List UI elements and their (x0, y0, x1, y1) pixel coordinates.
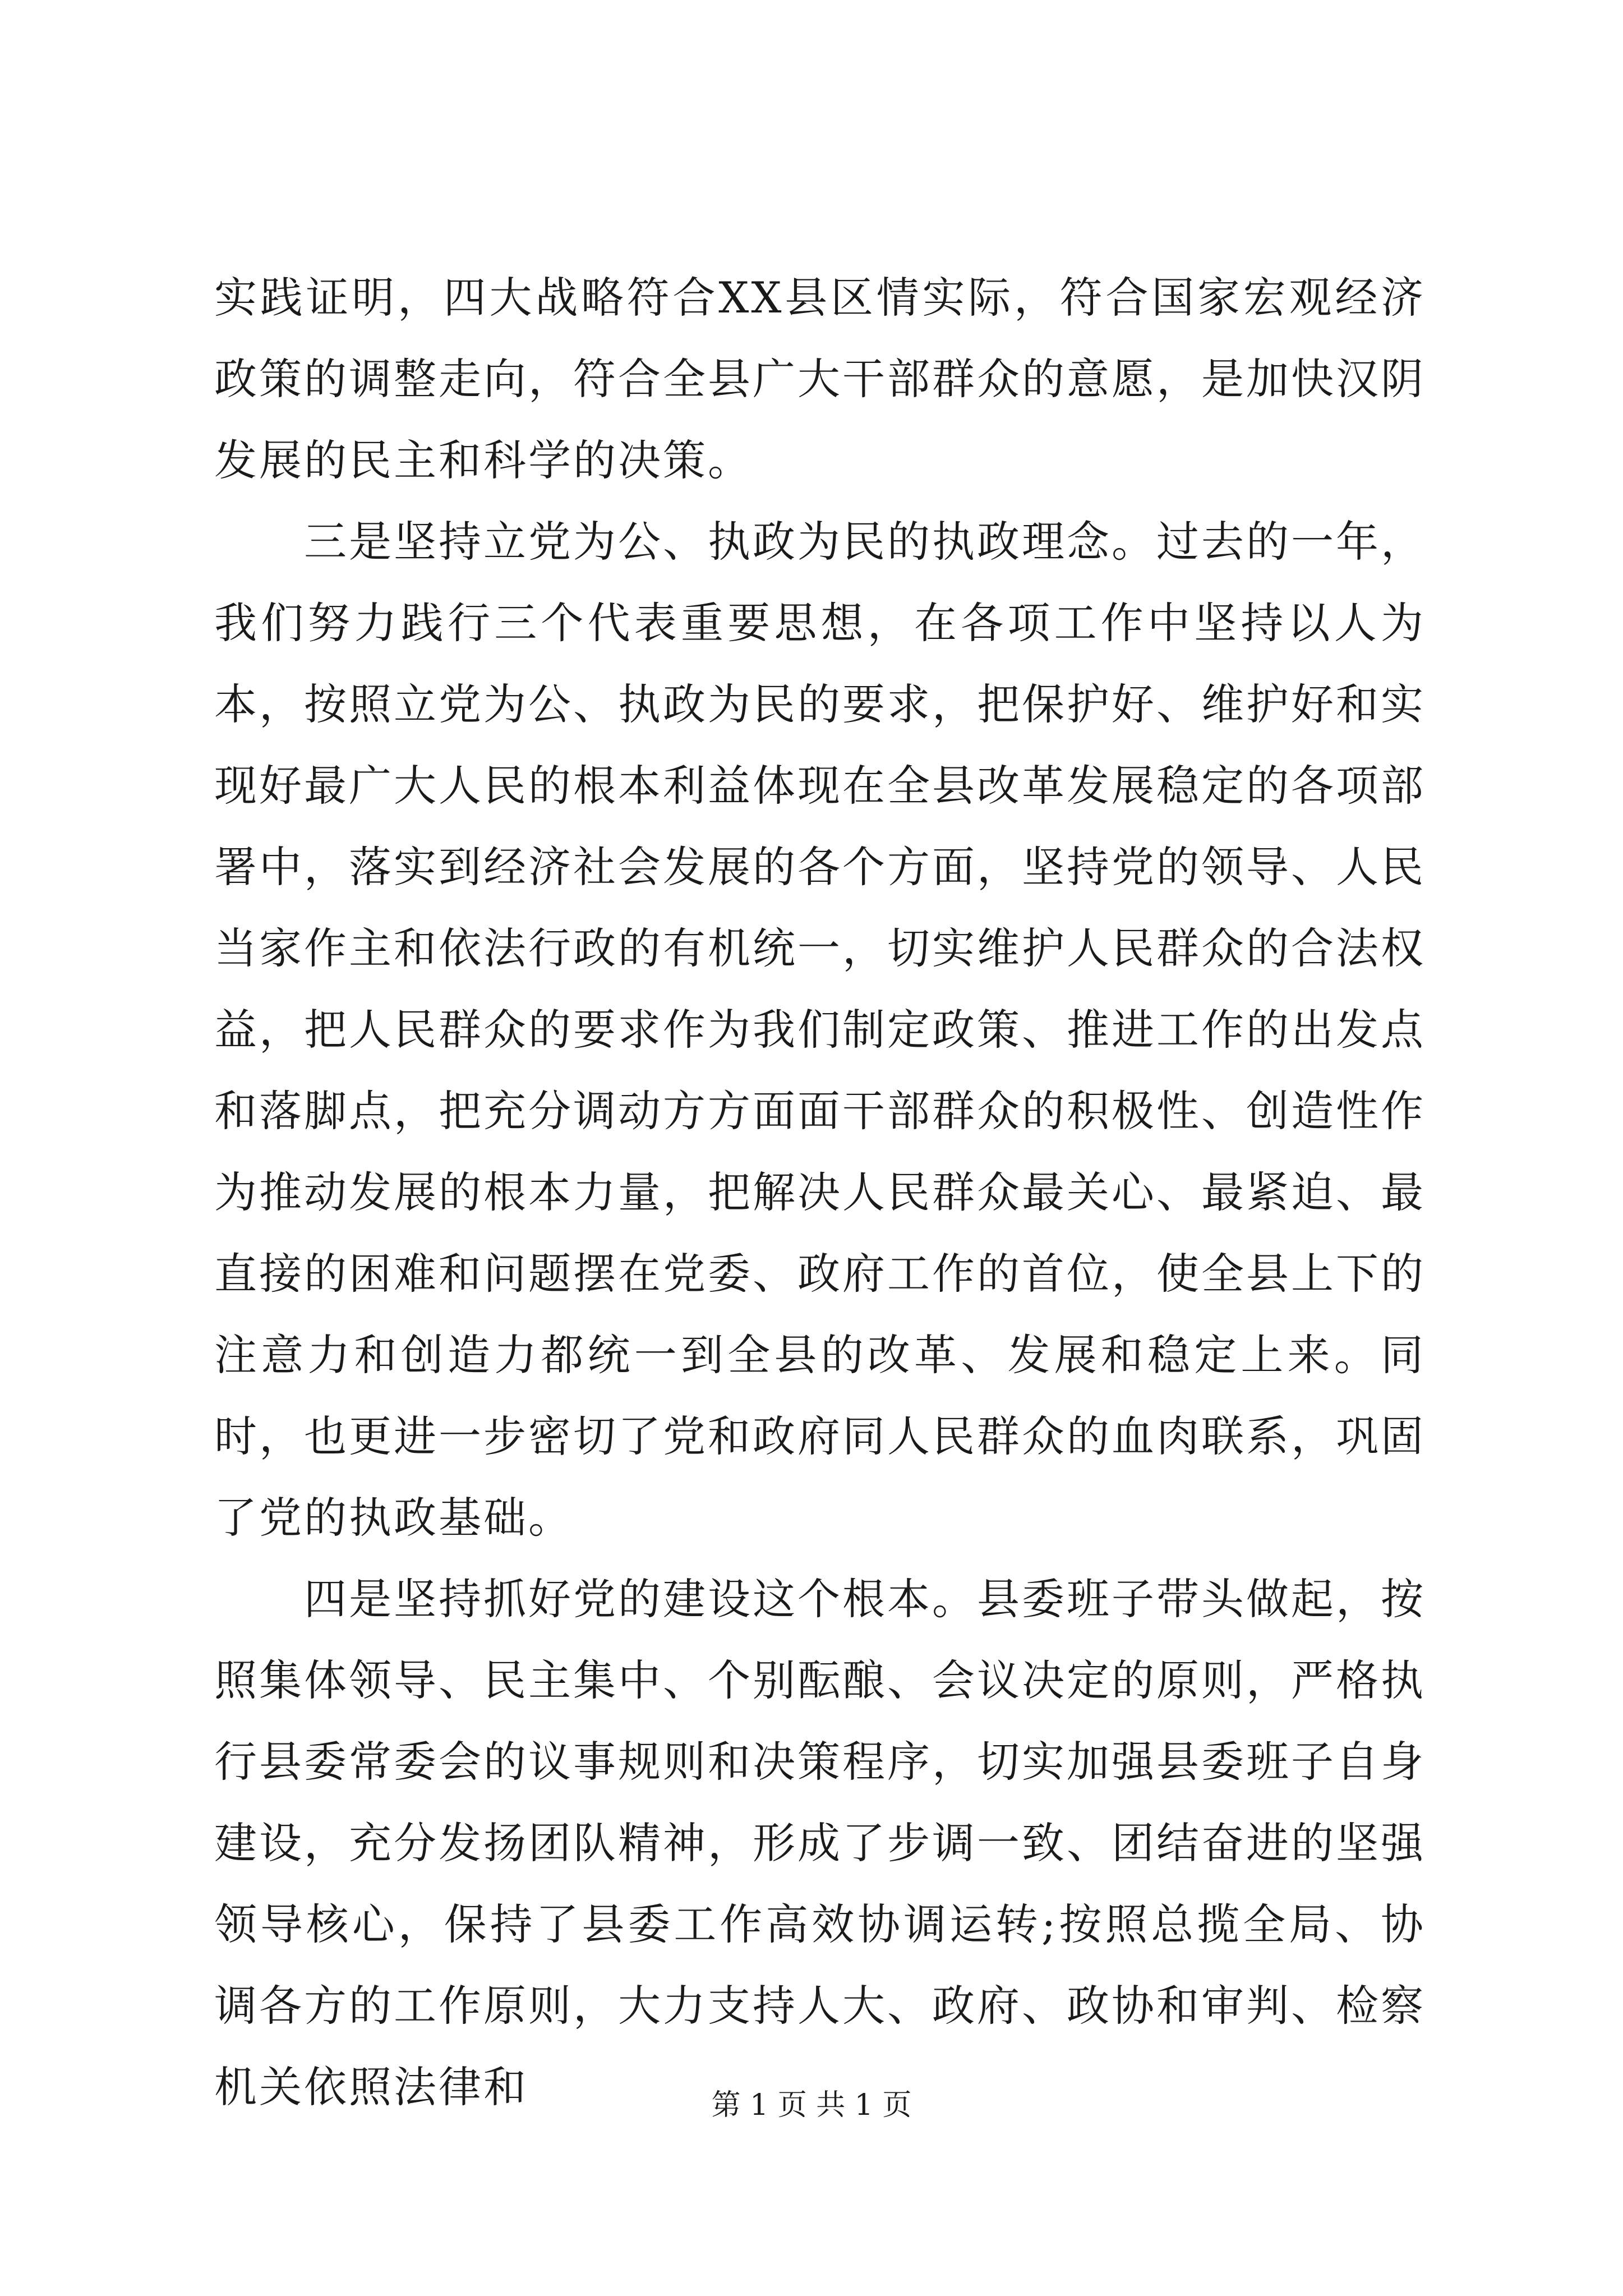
page-footer: 第 1 页 共 1 页 (711, 2088, 912, 2122)
paragraph-3: 四是坚持抓好党的建设这个根本。县委班子带头做起，按照集体领导、民主集中、个别酝酿、会议决定的原则，严格执行县委常委会的议事规则和决策程序，切实加强县委班子自身建设，充分发扬团队精神，形成了步调一致、团结奋进的坚强领导核心，保持了县委工作高效协调运转;按照总揽全局、协调各方的工作原则，大力支持人大、政府、政协和审判、检察机关依照法律和 (214, 1574, 1426, 2112)
paragraph-1: 实践证明，四大战略符合XX县区情实际，符合国家宏观经济政策的调整走向，符合全县广大干部群众的意愿，是加快汉阴发展的民主和科学的决策。 (214, 273, 1426, 485)
paragraph-2: 三是坚持立党为公、执政为民的执政理念。过去的一年，我们努力践行三个代表重要思想，在各项工作中坚持以人为本，按照立党为公、执政为民的要求，把保护好、维护好和实现好最广大人民的根本利益体现在全县改革发展稳定的各项部署中，落实到经济社会发展的各个方面，坚持党的领导、人民当家作主和依法行政的有机统一，切实维护人民群众的合法权益，把人民群众的要求作为我们制定政策、推进工作的出发点和落脚点，把充分调动方方面面干部群众的积极性、创造性作为推动发展的根本力量，把解决人民群众最关心、最紧迫、最直接的困难和问题摆在党委、政府工作的首位，使全县上下的注意力和创造力都统一到全县的改革、发展和稳定上来。同时，也更进一步密切了党和政府同人民群众的血肉联系，巩固了党的执政基础。 (214, 517, 1426, 1543)
document-body (214, 257, 1426, 2128)
